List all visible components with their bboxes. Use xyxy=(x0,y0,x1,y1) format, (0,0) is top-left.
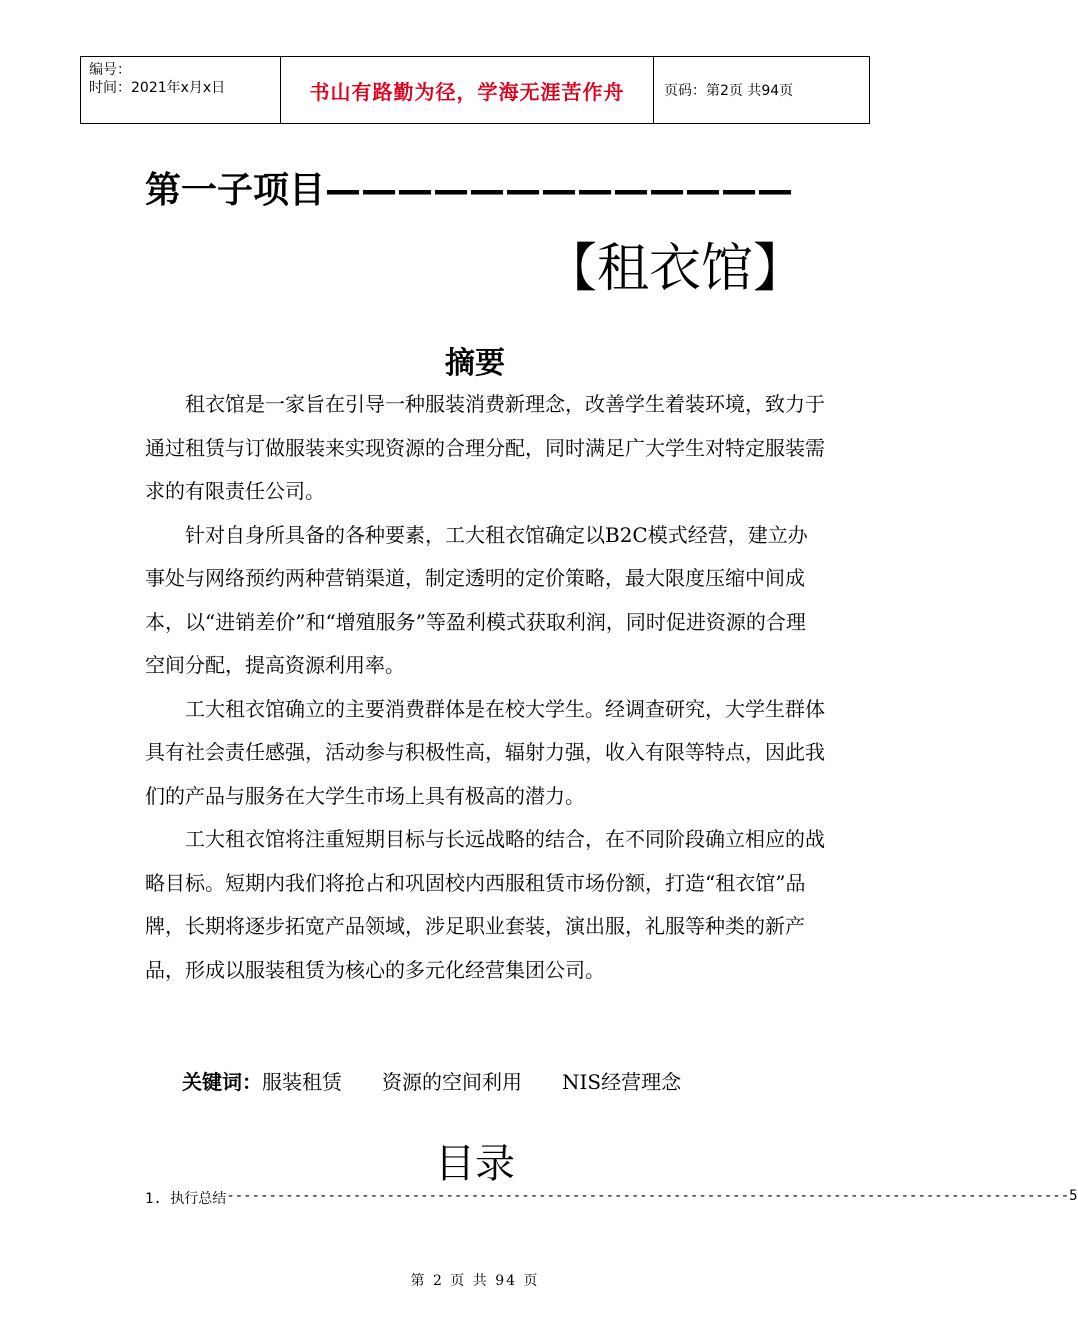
serial-label: 编号： xyxy=(89,62,131,78)
toc-entry-page: 5 xyxy=(1069,1188,1078,1204)
abstract-paragraph: 针对自身所具备的各种要素，工大租衣馆确定以B2C模式经营，建立办事处与网络预约两种营销渠道，制定透明的定价策略，最大限度压缩中间成本，以“进销差价”和“增殖服务”等盈利模式获取利润，同时促进资源的合理空间分配，提高资源利用率。 xyxy=(145,522,808,677)
toc-heading: 目录 xyxy=(435,1141,515,1187)
abstract-heading: 摘要 xyxy=(445,346,505,381)
document-title: 【租衣馆】 xyxy=(545,239,806,299)
subproject-title: 第一子项目————————————— xyxy=(145,170,794,211)
abstract-paragraph: 工大租衣馆将注重短期目标与长远战略的结合，在不同阶段确立相应的战略目标。短期内我们将抢占和巩固校内西服租赁市场份额，打造“租衣馆”品牌，长期将逐步拓宽产品领域，涉足职业套装，演出服，礼服等种类的新产品，形成以服装租赁为核心的多元化经营集团公司。 xyxy=(145,827,825,982)
toc-leader: ---------------------------------------------------------------------------------------------------- xyxy=(226,1188,1070,1204)
keywords-label: 关键词： xyxy=(182,1070,262,1094)
keyword-item: 服装租赁 xyxy=(262,1070,342,1094)
toc-entry[interactable] xyxy=(145,1188,1078,1208)
keywords-line xyxy=(182,1066,721,1095)
header-meta xyxy=(81,57,281,123)
keyword-item: NIS经营理念 xyxy=(562,1070,682,1094)
page-footer: 第 2 页 共 94 页 xyxy=(410,1273,540,1289)
keyword-item: 资源的空间利用 xyxy=(382,1070,522,1094)
abstract-paragraph: 工大租衣馆确立的主要消费群体是在校大学生。经调查研究，大学生群体具有社会责任感强，活动参与积极性高，辐射力强，收入有限等特点，因此我们的产品与服务在大学生市场上具有极高的潜力。 xyxy=(145,696,825,808)
header-motto: 书山有路勤为径，学海无涯苦作舟 xyxy=(281,57,654,123)
header-page-info: 页码：第2页 共94页 xyxy=(664,83,794,99)
abstract-paragraph: 租衣馆是一家旨在引导一种服装消费新理念，改善学生着装环境，致力于通过租赁与订做服装来实现资源的合理分配，同时满足广大学生对特定服装需求的有限责任公司。 xyxy=(145,392,825,503)
page-header xyxy=(80,56,870,124)
toc-entry-label: 1. 执行总结 xyxy=(145,1191,227,1207)
time-label: 时间：2021年x月x日 xyxy=(89,80,226,96)
abstract-body xyxy=(145,383,825,992)
